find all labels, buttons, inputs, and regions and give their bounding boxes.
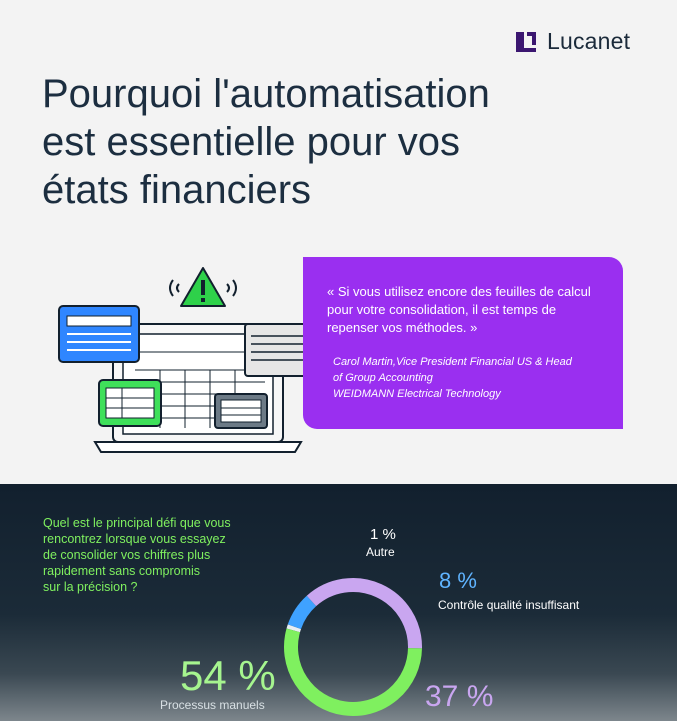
- survey-section: [0, 484, 677, 721]
- spreadsheet-icon: [215, 394, 267, 428]
- quote-card: [303, 257, 623, 429]
- question-line: rencontrez lorsque vous essayez: [43, 532, 226, 546]
- author-line: of Group Accounting: [333, 372, 433, 384]
- author-line: WEIDMANN Electrical Technology: [333, 388, 501, 400]
- slice-value-label: 37 %: [425, 680, 494, 713]
- quote-text: « Si vous utilisez encore des feuilles de calcul pour votre consolidation, il est temps de repenser vos méthodes. »: [327, 284, 591, 335]
- title-line: Pourquoi l'automatisation: [42, 72, 490, 116]
- lucanet-logo-icon: [513, 29, 539, 55]
- donut-slice-1: [293, 627, 294, 631]
- spreadsheet-icon: [99, 380, 161, 426]
- slice-category-label: Autre: [366, 545, 395, 559]
- slice-value-label: 1 %: [370, 526, 396, 543]
- spreadsheet-icon: [59, 306, 139, 362]
- brand-logo: [513, 28, 630, 55]
- title-line: est essentielle pour vos: [42, 120, 461, 164]
- quote-author: [333, 354, 615, 402]
- donut-slice-3: [311, 585, 415, 648]
- question-line: de consolider vos chiffres plus: [43, 548, 211, 562]
- slice-category-label: Contrôle qualité insuffisant: [438, 598, 580, 612]
- brand-name: Lucanet: [547, 28, 631, 54]
- spreadsheet-icon: [245, 324, 311, 376]
- question-line: rapidement sans compromis: [43, 564, 201, 578]
- question-line: Quel est le principal défi que vous: [43, 516, 231, 530]
- page-title: [42, 70, 642, 214]
- slice-value-label: 8 %: [439, 568, 477, 593]
- spreadsheet-illustration: [55, 262, 315, 462]
- slice-value-label: 54 %: [180, 652, 276, 699]
- donut-slice-4: [291, 630, 415, 709]
- question-line: sur la précision ?: [43, 580, 138, 594]
- slice-category-label: Processus manuels: [160, 698, 265, 712]
- warning-icon: [170, 268, 236, 306]
- author-line: Carol Martin,Vice President Financial US & Head: [333, 356, 572, 368]
- title-line: états financiers: [42, 168, 312, 212]
- donut-slice-2: [294, 601, 311, 627]
